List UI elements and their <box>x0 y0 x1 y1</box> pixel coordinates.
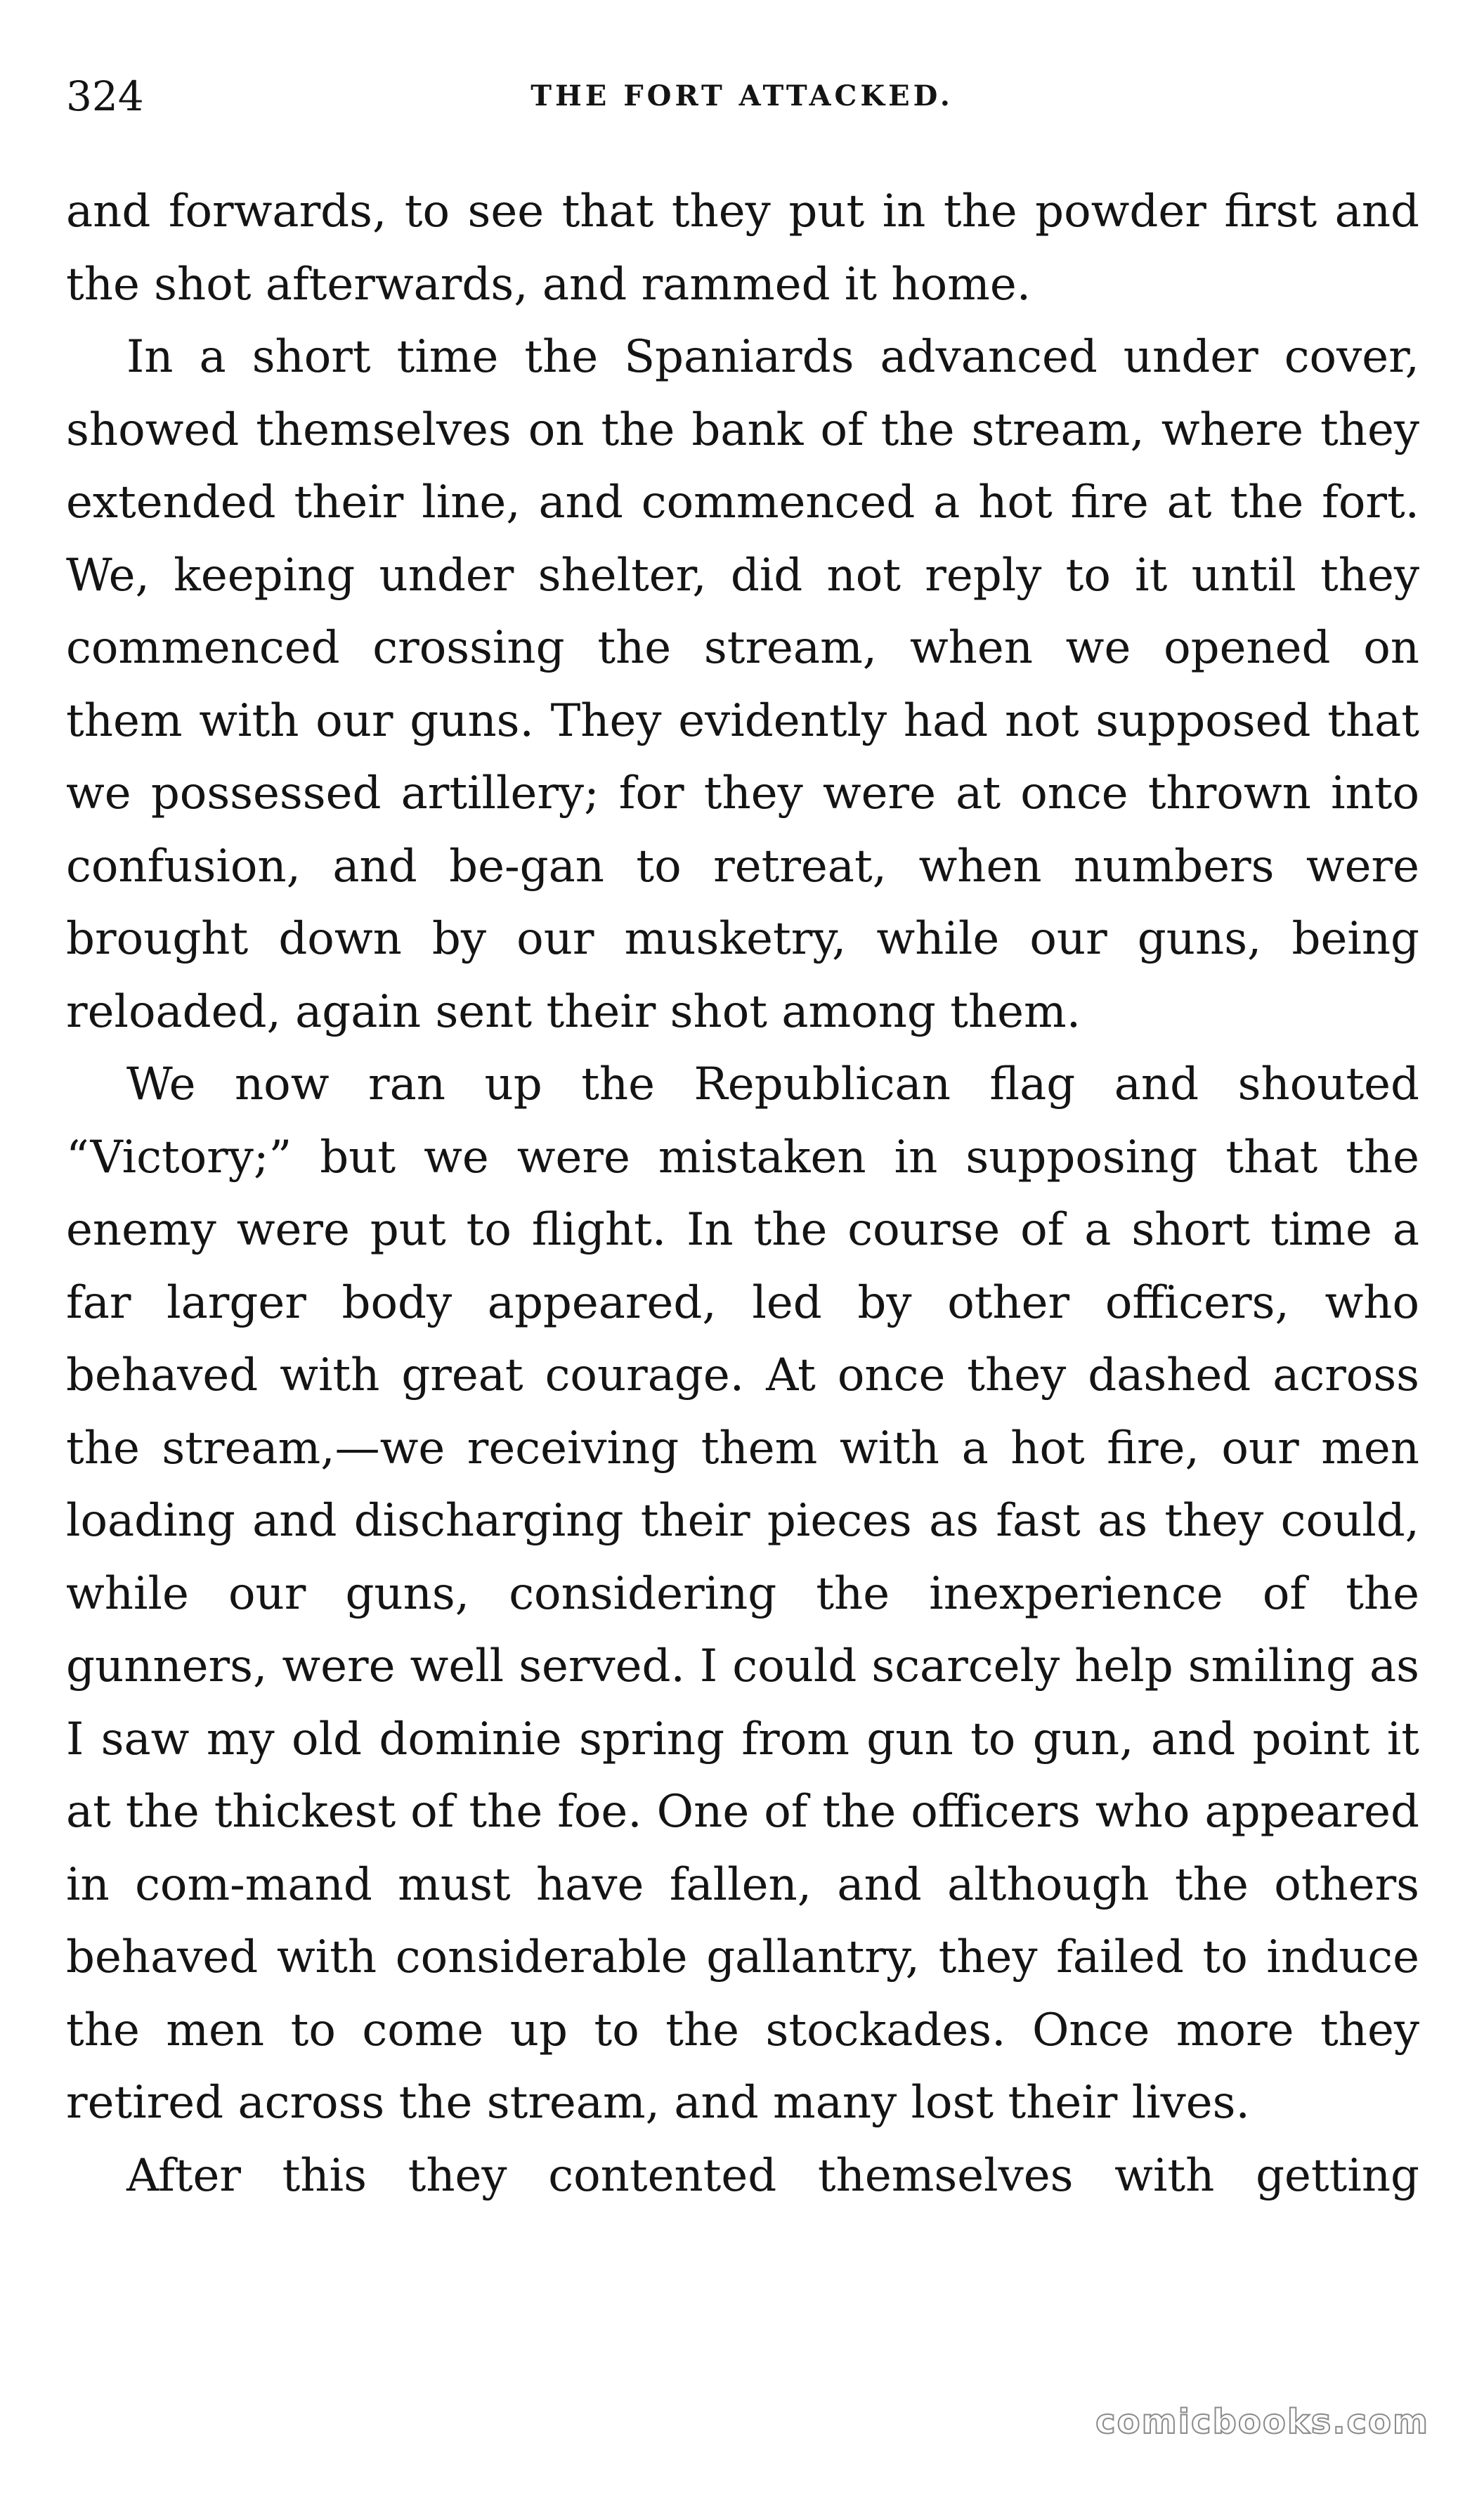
paragraph-after-this: After this they contented themselves with getting <box>126 2149 1419 2202</box>
watermark: comicbooks.com <box>1095 2402 1429 2442</box>
paragraph-spaniards-advance: In a short time the Spaniards advanced under cover, showed themselves on the bank of the stream, where they extended their line, and commenced a hot fire at the fort. We, keeping under shelter, did not reply to it until they commenced crossing the stream, when we opened on them with our guns. They evidently had not supposed that we possessed artillery; for they were at once thrown into confusion, and be-gan to retreat, when numbers were brought down by our musketry, while our guns, being reloaded, again sent their shot among them. <box>66 331 1419 1038</box>
page-number: 324 <box>66 72 144 120</box>
paragraph-continued: and forwards, to see that they put in the powder first and the shot afterwards, and rammed it home. <box>66 186 1419 311</box>
page-header <box>66 65 1418 128</box>
text-body <box>66 176 1419 2212</box>
paragraph-republican-flag: We now ran up the Republican flag and shouted “Victory;” but we were mistaken in supposing that the enemy were put to flight. In the course of a short time a far larger body appeared, led by other officers, who behaved with great courage. At once they dashed across the stream,—we receiving them with a hot fire, our men loading and discharging their pieces as fast as they could, while our guns, considering the inexperience of the gunners, were well served. I could scarcely help smiling as I saw my old dominie spring from gun to gun, and point it at the thickest of the foe. One of the officers who appeared in com-mand must have fallen, and although the others behaved with considerable gallantry, they failed to induce the men to come up to the stockades. Once more they retired across the stream, and many lost their lives. <box>66 1058 1419 2129</box>
running-head: THE FORT ATTACKED. <box>531 79 953 112</box>
